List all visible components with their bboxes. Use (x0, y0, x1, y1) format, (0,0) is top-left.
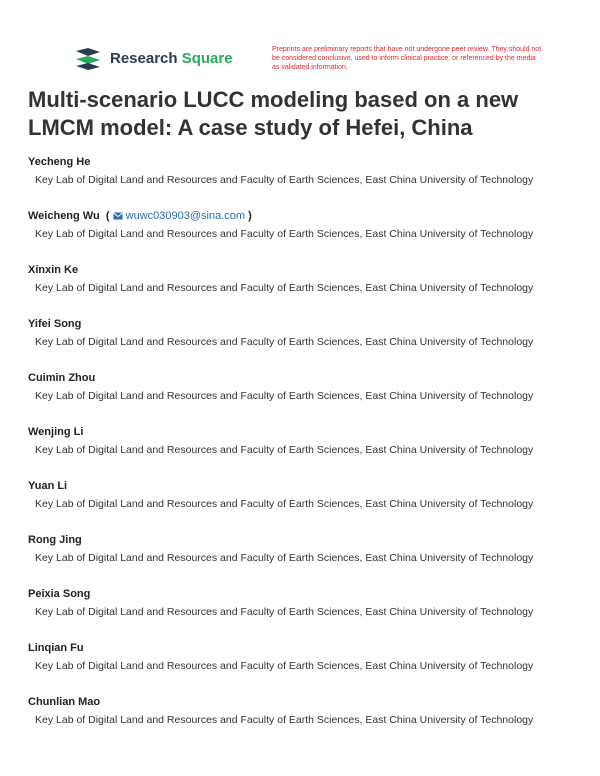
paper-title: Multi-scenario LUCC modeling based on a new LMCM model: A case study of Hefei, China (28, 87, 519, 140)
email-close-paren: ) (248, 210, 252, 222)
author-name: Yifei Song (28, 318, 82, 330)
author-entry (28, 155, 573, 206)
author-entry (28, 263, 573, 314)
author-name: Cuimin Zhou (28, 372, 96, 384)
email-open-paren: ( (105, 210, 110, 222)
preprint-disclaimer: Preprints are preliminary reports that have not undergone peer review. They should not be considered conclusive, used to inform clinical practice, or referenced by the media as validated information. (272, 46, 542, 71)
author-name: Chunlian Mao (28, 696, 101, 708)
author-name: Linqian Fu (28, 642, 84, 654)
author-affiliation: Key Lab of Digital Land and Resources and Faculty of Earth Sciences, East China University of Technology (35, 228, 534, 240)
author-name: Yuan Li (28, 480, 68, 492)
author-affiliation: Key Lab of Digital Land and Resources and Faculty of Earth Sciences, East China University of Technology (35, 282, 534, 294)
author-affiliation: Key Lab of Digital Land and Resources and Faculty of Earth Sciences, East China University of Technology (35, 552, 534, 564)
author-affiliation: Key Lab of Digital Land and Resources and Faculty of Earth Sciences, East China University of Technology (35, 336, 534, 348)
author-name-row (28, 209, 573, 224)
author-name: Weicheng Wu (28, 210, 100, 222)
author-entry (28, 425, 573, 476)
author-entry (28, 371, 573, 422)
author-affiliation: Key Lab of Digital Land and Resources and Faculty of Earth Sciences, East China University of Technology (35, 174, 534, 186)
author-affiliation: Key Lab of Digital Land and Resources and Faculty of Earth Sciences, East China University of Technology (35, 660, 534, 672)
page-header (0, 0, 600, 80)
author-affiliation: Key Lab of Digital Land and Resources and Faculty of Earth Sciences, East China University of Technology (35, 444, 534, 456)
author-entry (28, 533, 573, 584)
author-entry (28, 209, 573, 260)
author-name: Wenjing Li (28, 426, 84, 438)
author-entry (28, 641, 573, 692)
author-email-link[interactable]: wuwc030903@sina.com (125, 210, 246, 222)
research-square-logo[interactable] (74, 47, 233, 71)
logo-word-research: Research (110, 50, 178, 67)
author-affiliation: Key Lab of Digital Land and Resources and Faculty of Earth Sciences, East China University of Technology (35, 390, 534, 402)
author-affiliation: Key Lab of Digital Land and Resources and Faculty of Earth Sciences, East China University of Technology (35, 498, 534, 510)
author-list (28, 155, 573, 749)
logo-text (110, 47, 233, 71)
author-name: Rong Jing (28, 534, 82, 546)
research-square-logo-icon (74, 47, 104, 71)
author-affiliation: Key Lab of Digital Land and Resources and Faculty of Earth Sciences, East China University of Technology (35, 606, 534, 618)
author-name: Peixia Song (28, 588, 91, 600)
author-entry (28, 587, 573, 638)
envelope-icon (113, 210, 123, 225)
author-entry (28, 317, 573, 368)
author-entry (28, 479, 573, 530)
logo-word-square: Square (181, 50, 233, 67)
author-name: Xinxin Ke (28, 264, 79, 276)
author-affiliation: Key Lab of Digital Land and Resources and Faculty of Earth Sciences, East China University of Technology (35, 714, 534, 726)
author-name: Yecheng He (28, 156, 91, 168)
author-entry (28, 695, 573, 746)
